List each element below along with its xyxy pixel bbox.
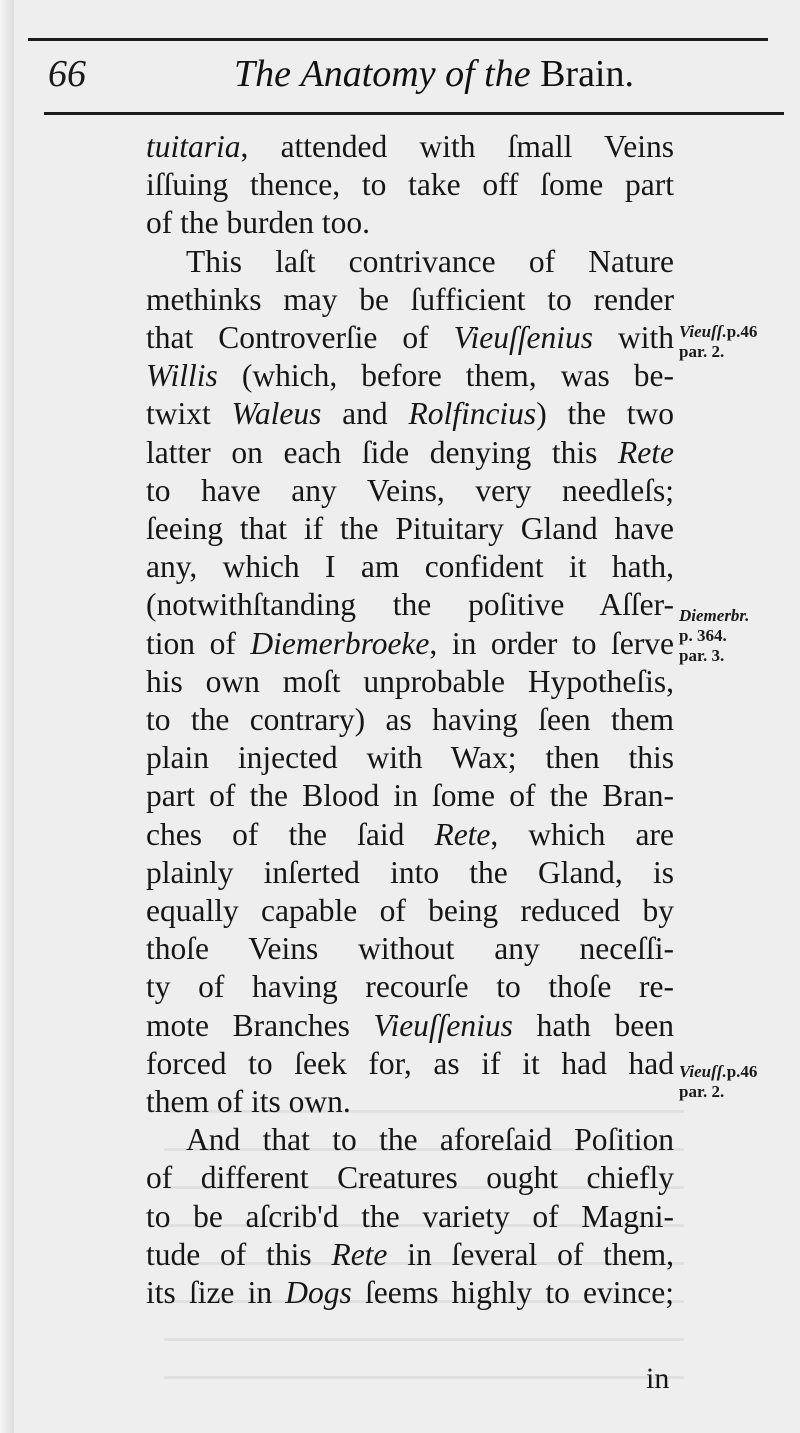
text-line — [146, 663, 674, 701]
text-run: its ſize in — [146, 1275, 286, 1311]
text-run: tude of this — [146, 1236, 332, 1272]
text-run: mote Branches — [146, 1007, 374, 1043]
running-head-italic: Anatomy of the — [300, 53, 531, 95]
margin-note-diemerbroeck — [679, 606, 749, 666]
header-rule-bottom — [44, 112, 784, 115]
text-line — [146, 204, 674, 242]
text-run: equally capable of being reduced by — [146, 893, 674, 929]
text-run: , in order to ſerve — [429, 625, 674, 661]
text-run: with — [593, 320, 674, 356]
text-line — [146, 166, 674, 204]
text-line — [146, 1198, 674, 1236]
text-run: , attended with ſmall Veins — [240, 129, 674, 164]
margin-note-ref: Diemerbr. — [679, 606, 750, 625]
text-run: of the burden too. — [146, 205, 370, 241]
text-run: latter on each ſide denying this — [146, 434, 619, 470]
text-run: This laſt contrivance of Nature — [186, 243, 674, 279]
text-line — [146, 357, 674, 395]
margin-note-vieussenius-1 — [679, 322, 757, 362]
text-line — [146, 701, 674, 739]
margin-note-par: par. 2. — [679, 1082, 725, 1101]
italic-word: Rete — [434, 816, 491, 852]
text-line — [146, 128, 674, 166]
text-line — [146, 319, 674, 357]
text-line — [146, 1159, 674, 1197]
italic-word: Rete — [618, 434, 674, 470]
text-run: plain injected with Wax; then this — [146, 740, 674, 776]
text-run: , which are — [490, 816, 674, 852]
margin-note-page: p.46 — [726, 322, 758, 341]
page-number: 66 — [48, 53, 86, 95]
text-line — [146, 472, 674, 510]
text-line — [146, 777, 674, 815]
page-left-edge — [0, 0, 14, 1433]
text-line — [146, 854, 674, 892]
book-page — [14, 0, 800, 1433]
text-run: to have any Veins, very needleſs; — [146, 472, 674, 508]
text-run: and — [321, 396, 409, 432]
italic-word: Dogs — [285, 1275, 352, 1311]
text-run: to be aſcrib'd the variety of Magni- — [146, 1198, 674, 1234]
margin-note-ref: Vieuſſ. — [679, 1062, 727, 1081]
italic-word: Rolfincius — [408, 396, 537, 432]
text-line — [146, 243, 674, 281]
text-line — [146, 281, 674, 319]
margin-note-line — [679, 322, 757, 342]
text-run: And that to the aforeſaid Poſition — [186, 1122, 674, 1158]
text-line — [146, 510, 674, 548]
margin-note-page: p.46 — [726, 1062, 758, 1081]
text-run: ) the two — [536, 396, 674, 432]
text-line — [146, 434, 674, 472]
text-run: part of the Blood in ſome of the Bran- — [146, 778, 674, 814]
margin-note-par: par. 3. — [679, 646, 725, 665]
text-line — [146, 892, 674, 930]
text-line — [146, 816, 674, 854]
text-line — [146, 548, 674, 586]
margin-note-par: par. 2. — [679, 342, 725, 361]
italic-word: Rete — [331, 1236, 388, 1272]
text-line — [146, 1083, 674, 1121]
text-run: iſſuing thence, to take off ſome part — [146, 167, 674, 203]
italic-word: tuitaria — [146, 129, 241, 164]
body-text — [146, 128, 674, 1312]
text-run: to the contrary) as having ſeen them — [146, 702, 674, 738]
running-head-the: The — [234, 53, 291, 95]
running-head — [234, 52, 634, 96]
text-run: methinks may be ſufficient to render — [146, 281, 674, 317]
text-run: them of its own. — [146, 1084, 351, 1120]
text-line — [146, 1121, 674, 1159]
text-run: tion of — [146, 625, 251, 661]
text-run: forced to ſeek for, as if it had had — [146, 1045, 674, 1081]
margin-note-page: p. 364. — [679, 626, 727, 645]
italic-word: Willis — [146, 358, 218, 394]
italic-word: Vieuſſenius — [373, 1007, 513, 1043]
italic-word: Diemerbroeke — [250, 625, 430, 661]
text-run: ty of having recourſe to thoſe re- — [146, 969, 674, 1005]
text-run: that Controverſie of — [146, 320, 454, 356]
margin-note-ref: Vieuſſ. — [679, 322, 727, 341]
text-line — [146, 1007, 674, 1045]
catchword: in — [646, 1362, 670, 1395]
text-line — [146, 739, 674, 777]
page-header — [44, 52, 774, 108]
text-run: ches of the ſaid — [146, 816, 435, 852]
text-line — [146, 930, 674, 968]
text-run: hath been — [512, 1007, 674, 1043]
text-run: his own moſt unprobable Hypotheſis, — [146, 663, 674, 699]
text-run: (which, before them, was be- — [217, 358, 674, 394]
text-run: (notwithſtanding the poſitive Aſſer- — [146, 587, 674, 623]
text-line — [146, 968, 674, 1006]
text-run: twixt — [146, 396, 232, 432]
text-run: of different Creatures ought chiefly — [146, 1160, 674, 1196]
text-run: any, which I am confident it hath, — [146, 549, 674, 585]
text-line — [146, 625, 674, 663]
margin-note-line — [679, 1062, 757, 1082]
text-line — [146, 1274, 674, 1312]
italic-word: Vieuſſenius — [453, 320, 594, 356]
text-run: ſeeing that if the Pituitary Gland have — [146, 511, 674, 547]
text-run: in ſeveral of them, — [387, 1236, 674, 1272]
margin-note-vieussenius-2 — [679, 1062, 757, 1102]
text-line — [146, 395, 674, 433]
text-line — [146, 586, 674, 624]
italic-word: Waleus — [231, 396, 322, 432]
text-line — [146, 1236, 674, 1274]
running-head-brain: Brain. — [540, 53, 634, 95]
text-run: ſeems highly to evince; — [351, 1275, 674, 1311]
text-run: plainly inſerted into the Gland, is — [146, 854, 674, 890]
header-rule-top — [28, 38, 768, 41]
text-line — [146, 1045, 674, 1083]
text-run: thoſe Veins without any neceſſi- — [146, 931, 674, 967]
